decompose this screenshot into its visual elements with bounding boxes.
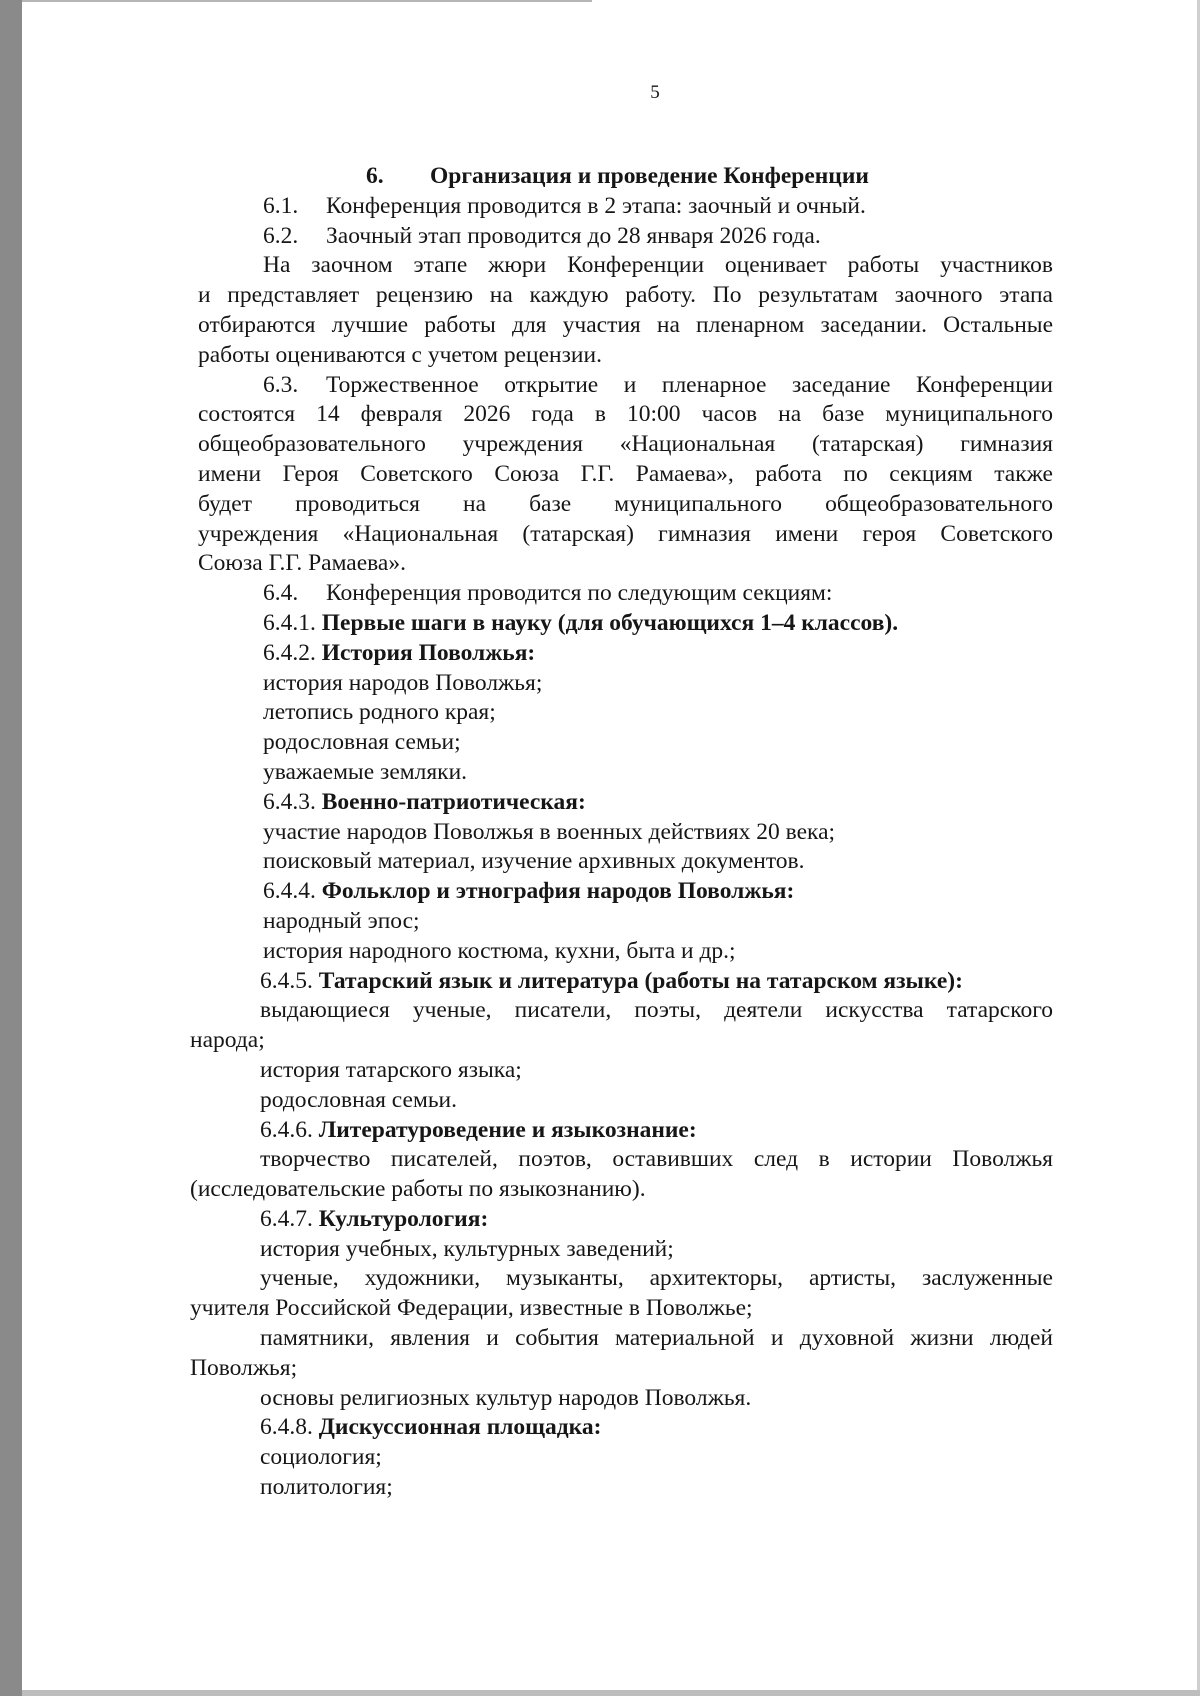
subsection-6-4-2: 6.4.2. История Поволжья: <box>263 639 536 666</box>
paragraph-6-3-line: будет проводиться на базе муниципального общеобразовательного <box>198 490 1053 517</box>
subsection-6-4-6: 6.4.6. Литературоведение и языкознание: <box>260 1116 697 1143</box>
page-content <box>190 162 1053 1503</box>
paragraph-6-3-line: учреждения «Национальная (татарская) гимназия имени героя Советского <box>198 520 1053 547</box>
subsection-6-4-4: 6.4.4. Фольклор и этнография народов Поволжья: <box>263 878 795 905</box>
list-item: памятники, явления и события материальной и духовной жизни людей <box>260 1325 1053 1352</box>
document-page <box>22 0 1197 1690</box>
list-item-continuation: учителя Российской Федерации, известные в Поволжье; <box>190 1295 753 1322</box>
list-item: участие народов Поволжья в военных действиях 20 века; <box>263 818 836 845</box>
list-item: история учебных, культурных заведений; <box>260 1235 674 1262</box>
paragraph-6-1: 6.1. Конференция проводится в 2 этапа: заочный и очный. <box>263 192 866 219</box>
list-item: творчество писателей, поэтов, оставивших след в истории Поволжья <box>260 1146 1053 1173</box>
section-heading-title: Организация и проведение Конференции <box>430 163 869 189</box>
section-heading <box>198 162 1053 192</box>
list-item-continuation: (исследовательские работы по языкознанию). <box>190 1176 646 1203</box>
list-item: народный эпос; <box>263 907 420 934</box>
list-item: основы религиозных культур народов Поволжья. <box>260 1384 752 1411</box>
paragraph-6-2: 6.2. Заочный этап проводится до 28 января 2026 года. <box>263 222 821 249</box>
subsection-6-4-3: 6.4.3. Военно-патриотическая: <box>263 788 586 815</box>
paragraph-6-2-body-line: работы оцениваются с учетом рецензии. <box>198 341 602 368</box>
list-item: родословная семьи. <box>260 1086 457 1113</box>
subsection-6-4-7: 6.4.7. Культурология: <box>260 1205 489 1232</box>
list-item-continuation: народа; <box>190 1027 265 1054</box>
paragraph-6-3-line: состоятся 14 февраля 2026 года в 10:00 часов на базе муниципального <box>198 401 1053 428</box>
list-item: родословная семьи; <box>263 729 461 756</box>
list-item: ученые, художники, музыканты, архитекторы, артисты, заслуженные <box>260 1265 1053 1292</box>
subsection-6-4-1: 6.4.1. Первые шаги в науку (для обучающихся 1–4 классов). <box>263 609 899 636</box>
viewer-left-margin <box>0 0 22 1696</box>
subsection-6-4-8: 6.4.8. Дискуссионная площадка: <box>260 1414 602 1441</box>
paragraph-6-3-line: Союза Г.Г. Рамаева». <box>198 550 406 577</box>
list-item-continuation: Поволжья; <box>190 1354 298 1381</box>
list-item: история татарского языка; <box>260 1056 522 1083</box>
paragraph-6-4: 6.4. Конференция проводится по следующим секциям: <box>263 580 833 607</box>
list-item: политология; <box>260 1474 393 1501</box>
paragraph-6-3: 6.3. Торжественное открытие и пленарное заседание Конференции <box>263 371 1053 398</box>
paragraph-6-3-line: общеобразовательного учреждения «Национальная (татарская) гимназия <box>198 431 1053 458</box>
page-bottom-edge <box>22 1690 1200 1696</box>
paragraph-6-2-body-line: На заочном этапе жюри Конференции оценивает работы участников <box>263 252 1053 279</box>
list-item: история народного костюма, кухни, быта и др.; <box>263 937 736 964</box>
list-item: история народов Поволжья; <box>263 669 543 696</box>
list-item: выдающиеся ученые, писатели, поэты, деятели искусства татарского <box>260 997 1053 1024</box>
page-number: 5 <box>650 82 660 103</box>
paragraph-6-2-body-line: отбираются лучшие работы для участия на пленарном заседании. Остальные <box>198 311 1053 338</box>
list-item: уважаемые земляки. <box>263 758 468 785</box>
section-heading-number: 6. <box>366 163 384 189</box>
list-item: социология; <box>260 1444 382 1471</box>
list-item: поисковый материал, изучение архивных документов. <box>263 848 805 875</box>
subsection-6-4-5: 6.4.5. Татарский язык и литература (работы на татарском языке): <box>260 967 963 994</box>
paragraph-6-2-body-line: и представляет рецензию на каждую работу. По результатам заочного этапа <box>198 282 1053 309</box>
paragraph-6-3-line: имени Героя Советского Союза Г.Г. Рамаева», работа по секциям также <box>198 460 1053 487</box>
list-item: летопись родного края; <box>263 699 496 726</box>
